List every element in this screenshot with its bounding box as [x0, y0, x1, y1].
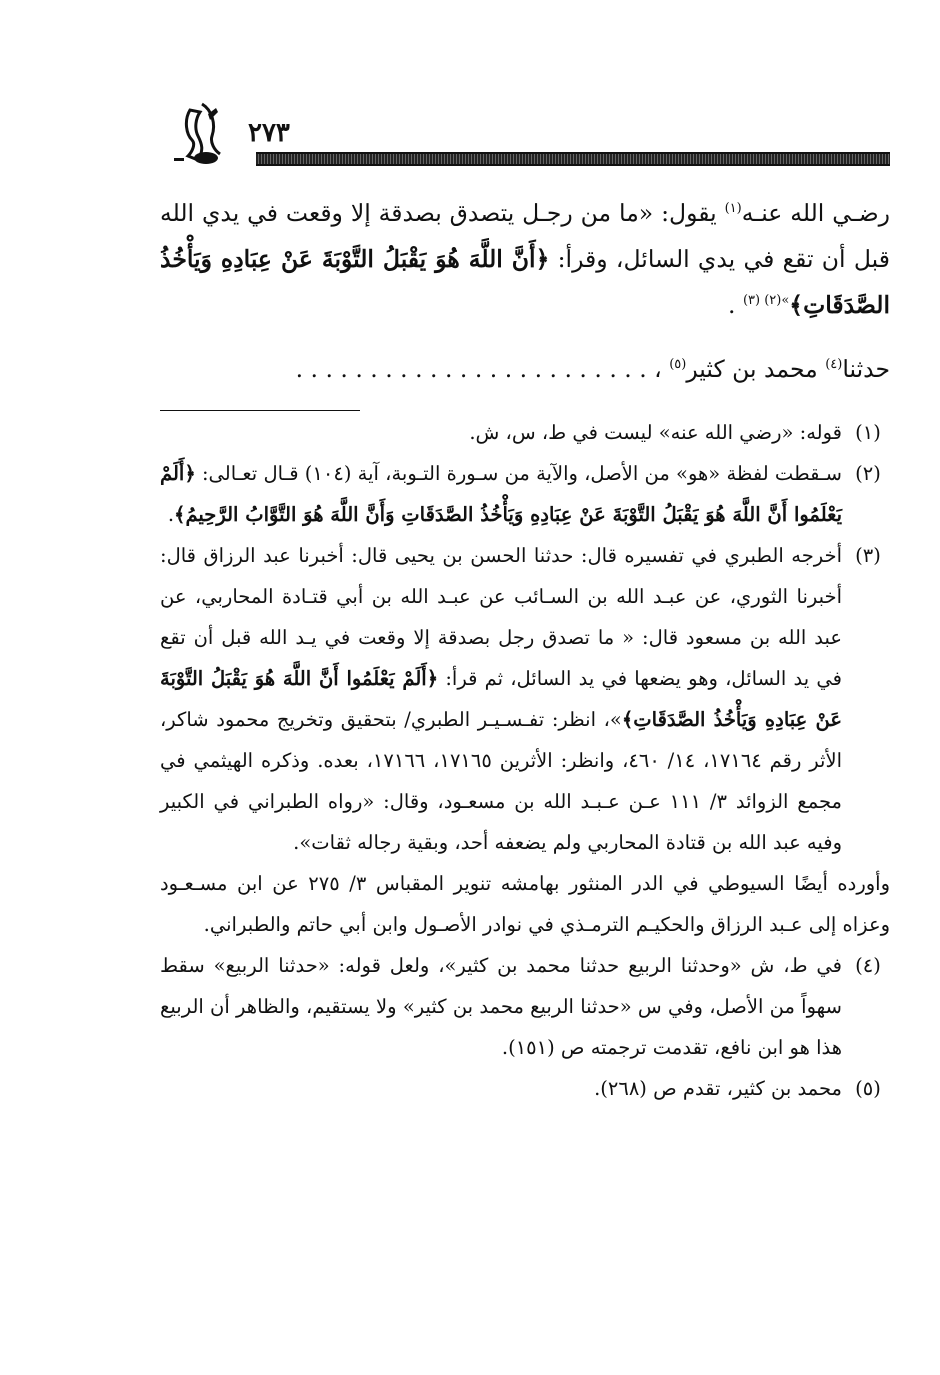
footnote-ref-5: (٥) — [669, 357, 687, 373]
isnad-line: حدثنا$^{(٤)}$ محمد بن كثير$^{(٥)}$ ، . . . . . . . . . . . . . . . . . . . . . . . . — [295, 355, 890, 383]
footnote-ref-4: (٤) — [825, 357, 843, 373]
footnote-4: (٤) في ط، ش «وحدثنا الربيع حدثنا محمد بن كثير»، ولعل قوله: «حدثنا الربيع» سقط سهواً من الأصل، وفي س «حدثنا الربيع محمد بن كثير» ولا يستقيم، والظاهر أن الربيع هذا هو ابن نافع، تقدمت ترجمته ص (١٥١). — [160, 945, 890, 1068]
footnote-separator — [160, 410, 360, 411]
header-rule — [256, 152, 890, 166]
footnote-3: (٣) أخرجه الطبري في تفسيره قال: حدثنا الحسن بن يحيى قال: أخبرنا عبد الرزاق قال: أخبرنا الثوري، عن عبـد الله بن السـائب عن عبـد الله بن أبي قتـادة المحاربي، عن عبد الله بن مسعود قال: « ما تصدق رجل بصدقة إلا وقعت في يـد الله قبل أن تقع في يد السائل، وهو يضعها في يد السائل، ثم قرأ: ﴿أَلَمْ يَعْلَمُوا أَنَّ اللَّهَ هُوَ يَقْبَلُ التَّوْبَةَ عَنْ عِبَادِهِ وَيَأْخُذُ الصَّدَقَاتِ﴾»، انظر: تفـسـيـر الطبري/ بتحقيق وتخريج محمود شاكر، الأثر رقم ١٧١٦٤، ١٤/ ٤٦٠، وانظر: الأثرين ١٧١٦٥، ١٧١٦٦، بعده. وذكره الهيثمي في مجمع الزوائد ٣/ ١١١ عـن عـبـد الله بن مسعـود، وقال: «رواه الطبراني في الكبير وفيه عبد الله بن قتادة المحاربي ولم يضعفه أحد، وبقية رجاله ثقات». — [160, 535, 890, 863]
quran-verse: ﴿أَنَّ اللَّهَ هُوَ يَقْبَلُ التَّوْبَةَ عَنْ عِبَادِهِ وَيَأْخُذُ الصَّدَقَاتِ﴾ — [160, 245, 890, 319]
header-dash — [174, 158, 184, 161]
page-number: ٢٧٣ — [248, 118, 290, 148]
quran-verse: ﴿أَلَمْ يَعْلَمُوا أَنَّ اللَّهَ هُوَ يَقْبَلُ التَّوْبَةَ عَنْ عِبَادِهِ وَيَأْخُذُ الصَّدَقَاتِ﴾ — [160, 667, 842, 731]
footnote-number: (٢) — [855, 462, 881, 485]
footnote-number: (٣) — [855, 544, 881, 567]
footnote-ref-2-3: »(٢) (٣) — [742, 293, 790, 309]
quran-verse: ﴿أَلَمْ يَعْلَمُوا أَنَّ اللَّهَ هُوَ يَقْبَلُ التَّوْبَةَ عَنْ عِبَادِهِ وَيَأْخُذُ الصَّدَقَاتِ وَأَنَّ اللَّهَ هُوَ التَّوَّابُ الرَّحِيمُ﴾ — [160, 462, 842, 526]
footnote-2: (٢) سـقطت لفظة «هو» من الأصل، والآية من سـورة التـوبة، آية (١٠٤) قـال تعـالى: ﴿أَلَمْ يَعْلَمُوا أَنَّ اللَّهَ هُوَ يَقْبَلُ التَّوْبَةَ عَنْ عِبَادِهِ وَيَأْخُذُ الصَّدَقَاتِ وَأَنَّ اللَّهَ هُوَ التَّوَّابُ الرَّحِيمُ﴾. — [160, 453, 890, 535]
footnote-1: (١) قوله: «رضي الله عنه» ليست في ط، س، ش. — [160, 412, 890, 453]
main-text — [160, 190, 890, 392]
footnote-5: (٥) محمد بن كثير، تقدم ص (٢٦٨). — [160, 1068, 890, 1109]
main-paragraph: رضـي الله عنـه$^{(١)}$ يقول: «ما من رجـل يتصدق بصدقة إلا وقعت في يدي الله قبل أن تقع في يدي السائل، وقرأ: ﴿أَنَّ اللَّهَ هُوَ يَقْبَلُ التَّوْبَةَ عَنْ عِبَادِهِ وَيَأْخُذُ الصَّدَقَاتِ﴾$^{»(٢) (٣)}$ . — [160, 199, 890, 319]
inkwell-quill-ornament-icon — [182, 100, 226, 168]
footnote-ref-1: (١) — [724, 201, 742, 217]
footnote-3-continuation: وأورده أيضًا السيوطي في الدر المنثور بهامشه تنوير المقباس ٣/ ٢٧٥ عن ابن مسـعـود وعزاه إلى عـبد الرزاق والحكيـم الترمـذي في نوادر الأصـول وابن أبي حاتم والطبراني. — [160, 872, 890, 936]
footnote-number: (٥) — [855, 1077, 881, 1100]
page-header — [160, 100, 890, 172]
footnote-number: (١) — [855, 421, 881, 444]
footnotes — [160, 412, 890, 1109]
footnote-number: (٤) — [855, 954, 881, 977]
